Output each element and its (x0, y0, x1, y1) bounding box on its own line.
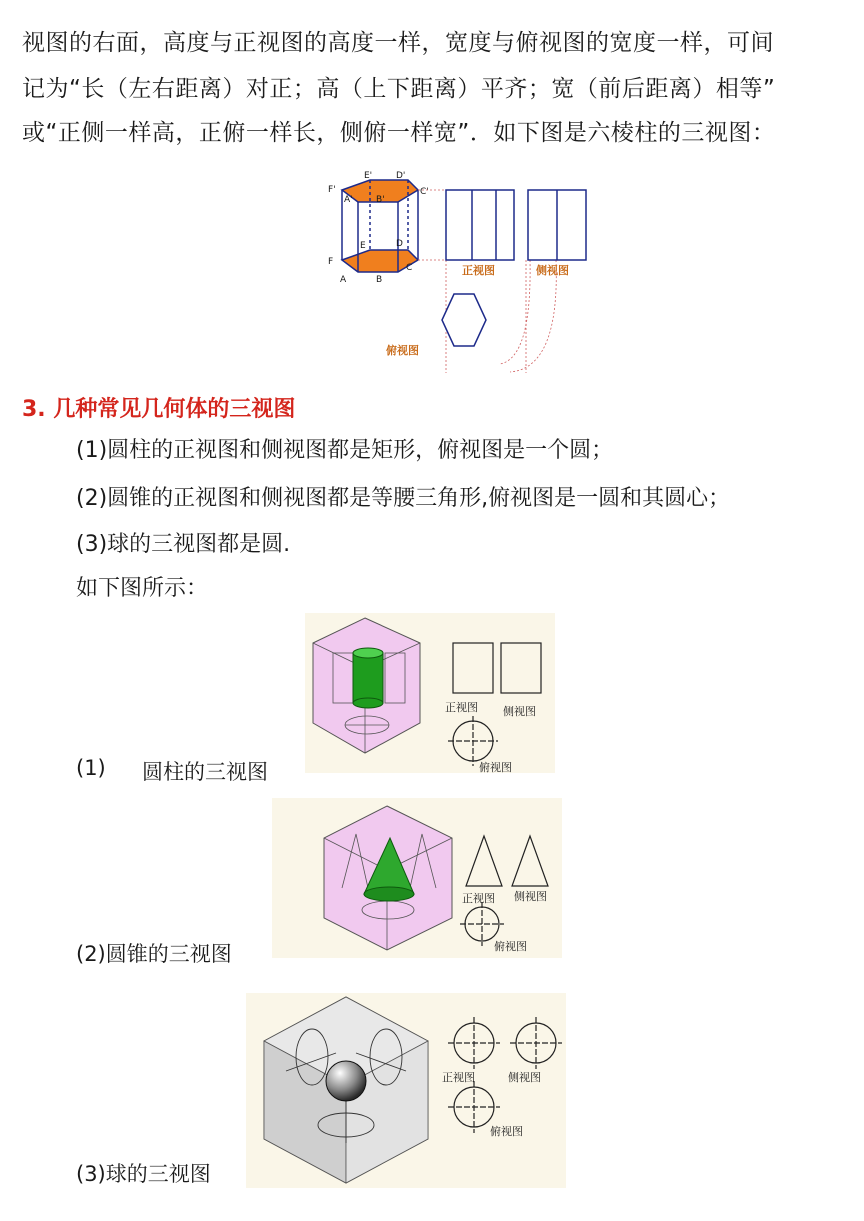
label-e: E (360, 241, 366, 251)
cylinder-front-label: 正视图 (445, 701, 478, 714)
as-shown-text: 如下图所示： (76, 576, 209, 601)
section-heading: 3. 几种常见几何体的三视图 (22, 397, 296, 422)
intro-line-2: 记为“长（左右距离）对正；高（上下距离）平齐；宽（前后距离）相等” (22, 76, 776, 102)
cone-top-label: 俯视图 (494, 940, 527, 953)
green-cylinder (353, 653, 383, 703)
side-view-label: 侧视图 (536, 264, 569, 277)
cylinder-side-label: 侧视图 (503, 705, 536, 718)
label-f: F (328, 257, 334, 267)
intro-line-1: 视图的右面，高度与正视图的高度一样，宽度与俯视图的宽度一样，可间 (22, 30, 774, 56)
front-view-drawing (446, 190, 514, 260)
label-f-prime: F' (328, 185, 336, 195)
cone-front-label: 正视图 (462, 892, 495, 905)
cone-side-label: 侧视图 (514, 890, 547, 903)
top-view-label: 俯视图 (386, 344, 419, 357)
label-e-prime: E' (364, 171, 373, 181)
label-b-prime: B' (376, 195, 385, 205)
sphere-figure (246, 993, 566, 1188)
list-item-sphere: (3)球的三视图都是圆. (76, 532, 291, 557)
label-c: C (406, 263, 413, 273)
cone-caption: (2)圆锥的三视图 (76, 942, 232, 966)
projection-lines (418, 190, 556, 373)
label-d-prime: D' (396, 171, 406, 181)
sphere-side-label: 侧视图 (508, 1071, 541, 1084)
sphere-front-label: 正视图 (442, 1071, 475, 1084)
cylinder-figure (305, 613, 555, 773)
cylinder-top-label: 俯视图 (479, 761, 512, 773)
label-d: D (396, 239, 403, 249)
label-c-prime: C' (420, 187, 429, 197)
label-a: A (340, 275, 347, 285)
label-b: B (376, 275, 383, 285)
sphere-caption: (3)球的三视图 (76, 1162, 211, 1186)
list-item-cone: (2)圆锥的正视图和侧视图都是等腰三角形,俯视图是一圆和其圆心； (76, 486, 731, 511)
hexagonal-prism-figure (320, 168, 590, 378)
front-view-label: 正视图 (462, 264, 495, 277)
list-item-cylinder: (1)圆柱的正视图和侧视图都是矩形，俯视图是一个圆； (76, 438, 614, 463)
top-view-hexagon (442, 294, 486, 346)
cone-figure (272, 798, 562, 958)
cylinder-caption-number: (1) (76, 756, 106, 780)
label-a-prime: A' (344, 195, 353, 205)
cylinder-caption: 圆柱的三视图 (142, 760, 268, 784)
intro-line-3: 或“正侧一样高，正俯一样长，侧俯一样宽”．如下图是六棱柱的三视图： (22, 120, 776, 146)
sphere-top-label: 俯视图 (490, 1125, 523, 1138)
sphere-solid (326, 1061, 366, 1101)
side-view-drawing (528, 190, 586, 260)
